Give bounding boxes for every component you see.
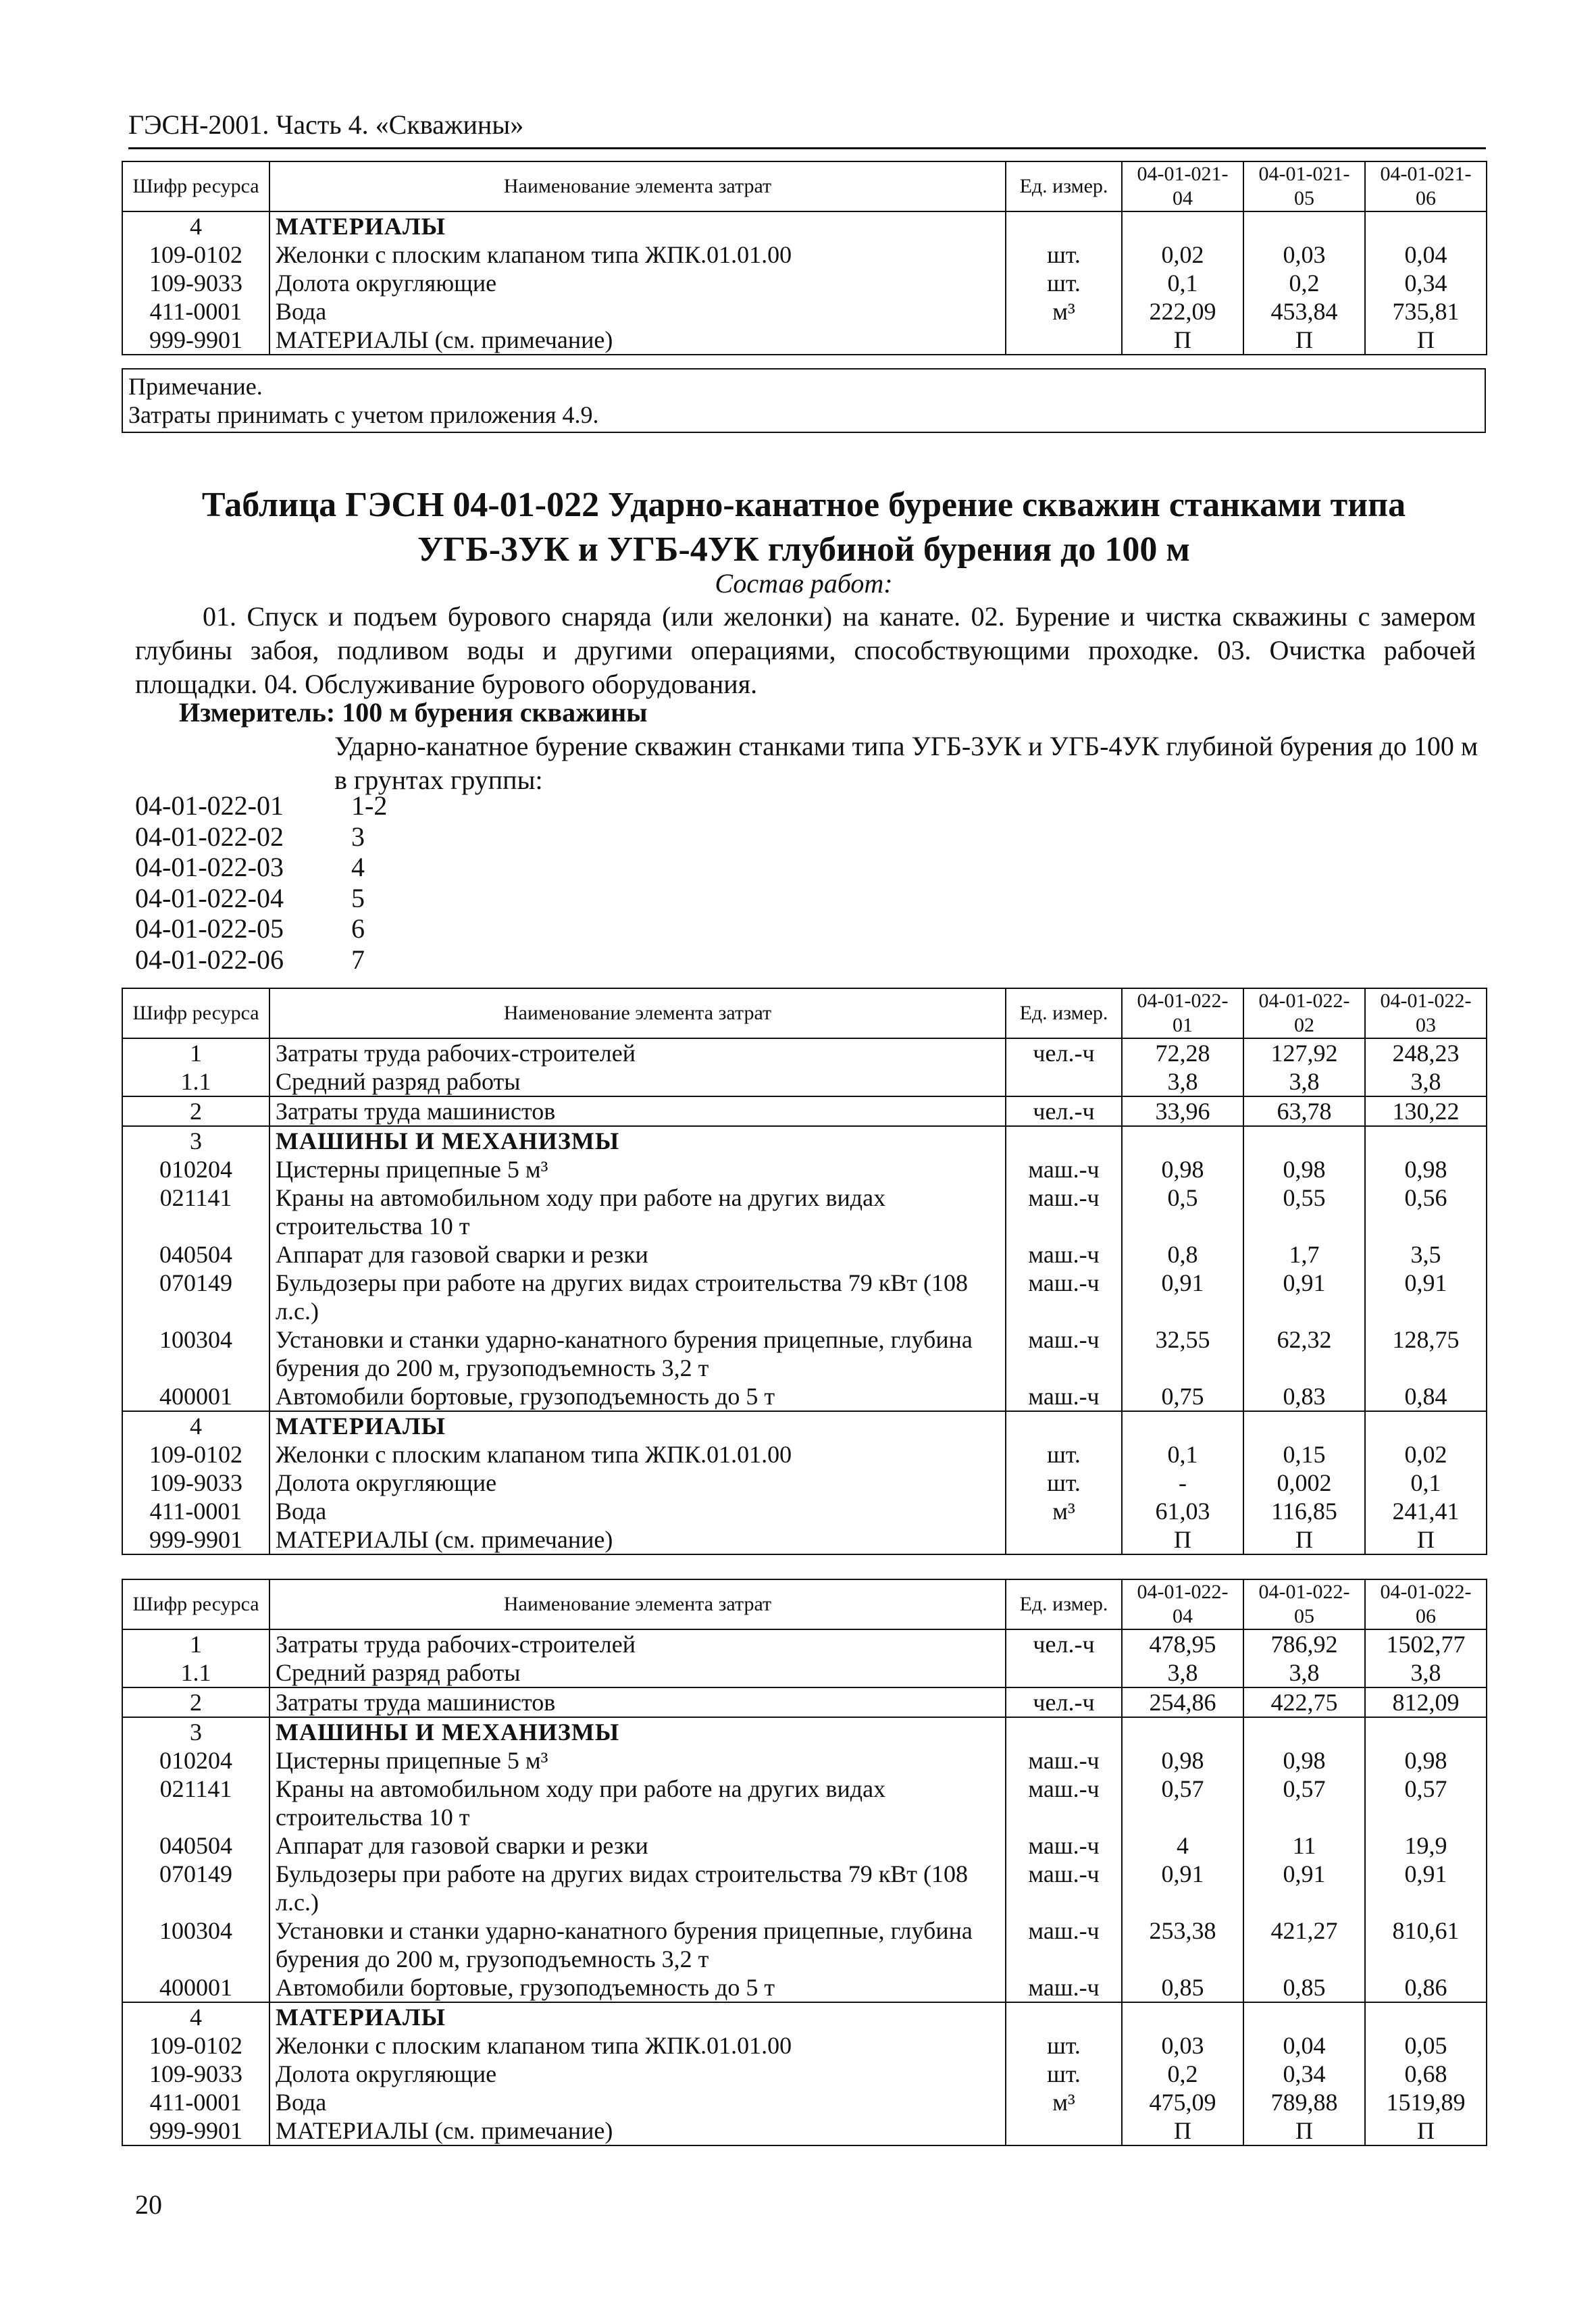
code-cell: 3 bbox=[122, 1717, 269, 1746]
table-title: Таблица ГЭСН 04-01-022 Ударно-канатное бурение скважин станками типа УГБ-3УК и УГБ-4УК глубиной бурения до 100 м bbox=[201, 486, 1406, 569]
name-cell: Затраты труда рабочих-строителей bbox=[269, 1629, 1006, 1658]
ground-group: 7 bbox=[351, 944, 365, 975]
unit-cell: маш.-ч bbox=[1006, 1860, 1122, 1916]
value-cell-3: 0,91 bbox=[1365, 1269, 1487, 1325]
code-cell: 100304 bbox=[122, 1325, 269, 1382]
value-cell-1: 0,5 bbox=[1122, 1184, 1243, 1240]
value-cell-1 bbox=[1122, 1717, 1243, 1746]
value-cell-1: 0,91 bbox=[1122, 1269, 1243, 1325]
value-cell-1: 3,8 bbox=[1122, 1067, 1243, 1096]
code-cell: 400001 bbox=[122, 1973, 269, 2002]
value-cell-2: 0,91 bbox=[1243, 1860, 1365, 1916]
name-cell: МАТЕРИАЛЫ bbox=[269, 211, 1006, 240]
value-cell-2: 62,32 bbox=[1243, 1325, 1365, 1382]
value-cell-3: 735,81 bbox=[1365, 297, 1487, 326]
value-cell-1 bbox=[1122, 1126, 1243, 1155]
value-cell-2 bbox=[1243, 1411, 1365, 1440]
value-cell-2: 421,27 bbox=[1243, 1916, 1365, 1973]
value-cell-3: 241,41 bbox=[1365, 1497, 1487, 1525]
value-cell-3: 0,56 bbox=[1365, 1184, 1487, 1240]
value-cell-3: 248,23 bbox=[1365, 1038, 1487, 1067]
name-cell: Желонки с плоским клапаном типа ЖПК.01.01.00 bbox=[269, 2031, 1006, 2060]
name-cell: Установки и станки ударно-канатного бурения прицепные, глубина бурения до 200 м, грузоподъемность 3,2 т bbox=[269, 1916, 1006, 1973]
code-cell: 010204 bbox=[122, 1746, 269, 1775]
code-cell: 109-9033 bbox=[122, 1469, 269, 1497]
table-row bbox=[122, 326, 1487, 355]
header-col1: 04-01-022-04 bbox=[1122, 1579, 1243, 1629]
value-cell-2: 127,92 bbox=[1243, 1038, 1365, 1067]
value-cell-1: 0,02 bbox=[1122, 240, 1243, 269]
header-col2: 04-01-022-05 bbox=[1243, 1579, 1365, 1629]
table-row bbox=[122, 1038, 1487, 1067]
note-cell bbox=[122, 369, 1485, 432]
value-cell-1 bbox=[1122, 1411, 1243, 1440]
unit-cell bbox=[1006, 1067, 1122, 1096]
value-cell-3: П bbox=[1365, 1525, 1487, 1554]
ground-group: 3 bbox=[351, 821, 365, 852]
name-cell: Затраты труда рабочих-строителей bbox=[269, 1038, 1006, 1067]
table-header-row bbox=[122, 988, 1487, 1038]
table-row bbox=[122, 1240, 1487, 1269]
name-cell: МАТЕРИАЛЫ bbox=[269, 1411, 1006, 1440]
cost-table-022-b bbox=[122, 1579, 1487, 2146]
value-cell-2: 0,55 bbox=[1243, 1184, 1365, 1240]
name-cell: Автомобили бортовые, грузоподъемность до 5 т bbox=[269, 1973, 1006, 2002]
value-cell-2: 0,98 bbox=[1243, 1155, 1365, 1184]
unit-cell: маш.-ч bbox=[1006, 1746, 1122, 1775]
table-row bbox=[122, 1440, 1487, 1469]
unit-cell: маш.-ч bbox=[1006, 1269, 1122, 1325]
unit-cell: шт. bbox=[1006, 1469, 1122, 1497]
value-cell-2: 0,85 bbox=[1243, 1973, 1365, 2002]
section-row bbox=[122, 1126, 1487, 1155]
unit-cell bbox=[1006, 1525, 1122, 1554]
name-cell: Вода bbox=[269, 297, 1006, 326]
name-cell: Автомобили бортовые, грузоподъемность до 5 т bbox=[269, 1382, 1006, 1411]
name-cell: Краны на автомобильном ходу при работе на других видах строительства 10 т bbox=[269, 1184, 1006, 1240]
value-cell-2: 0,57 bbox=[1243, 1775, 1365, 1831]
unit-cell bbox=[1006, 211, 1122, 240]
section-row bbox=[122, 2002, 1487, 2031]
header-unit: Ед. измер. bbox=[1006, 161, 1122, 211]
table-row bbox=[122, 1658, 1487, 1687]
name-cell: Аппарат для газовой сварки и резки bbox=[269, 1240, 1006, 1269]
code-list-item bbox=[135, 852, 387, 883]
name-cell: МАТЕРИАЛЫ (см. примечание) bbox=[269, 2116, 1006, 2145]
rate-code: 04-01-022-06 bbox=[135, 944, 284, 975]
value-cell-3: 19,9 bbox=[1365, 1831, 1487, 1860]
value-cell-3 bbox=[1365, 1126, 1487, 1155]
value-cell-2 bbox=[1243, 2002, 1365, 2031]
code-cell: 999-9901 bbox=[122, 2116, 269, 2145]
code-cell: 411-0001 bbox=[122, 297, 269, 326]
name-cell: Установки и станки ударно-канатного бурения прицепные, глубина бурения до 200 м, грузоподъемность 3,2 т bbox=[269, 1325, 1006, 1382]
code-cell: 2 bbox=[122, 1687, 269, 1717]
name-cell: Долота округляющие bbox=[269, 1469, 1006, 1497]
value-cell-1: 475,09 bbox=[1122, 2088, 1243, 2116]
ground-group: 5 bbox=[351, 882, 365, 913]
value-cell-2: П bbox=[1243, 1525, 1365, 1554]
rate-code: 04-01-022-05 bbox=[135, 913, 284, 944]
value-cell-1: 0,57 bbox=[1122, 1775, 1243, 1831]
value-cell-2: 789,88 bbox=[1243, 2088, 1365, 2116]
header-name: Наименование элемента затрат bbox=[269, 988, 1006, 1038]
ground-description: Ударно-канатное бурение скважин станками типа УГБ-3УК и УГБ-4УК глубиной бурения до 100 м в грунтах группы: bbox=[334, 731, 1478, 795]
code-cell: 109-0102 bbox=[122, 240, 269, 269]
unit-cell: чел.-ч bbox=[1006, 1629, 1122, 1658]
value-cell-1: 0,03 bbox=[1122, 2031, 1243, 2060]
unit-cell bbox=[1006, 1717, 1122, 1746]
unit-cell: маш.-ч bbox=[1006, 1916, 1122, 1973]
value-cell-2: 0,91 bbox=[1243, 1269, 1365, 1325]
ground-group: 4 bbox=[351, 852, 365, 882]
code-cell: 999-9901 bbox=[122, 326, 269, 355]
value-cell-3: 1502,77 bbox=[1365, 1629, 1487, 1658]
cost-table-022-a bbox=[122, 988, 1487, 1555]
table-row bbox=[122, 1629, 1487, 1658]
value-cell-3 bbox=[1365, 211, 1487, 240]
composition-text: 01. Спуск и подъем бурового снаряда (или желонки) на канате. 02. Бурение и чистка скважины с замером глубины забоя, подливом воды и другими операциями, способствующими проходке. 03. Очистка рабочей площадки. 04. Обслуживание бурового оборудования. bbox=[135, 601, 1476, 699]
value-cell-1: 478,95 bbox=[1122, 1629, 1243, 1658]
ground-group: 1-2 bbox=[351, 790, 388, 821]
value-cell-3: 0,98 bbox=[1365, 1746, 1487, 1775]
section-row bbox=[122, 211, 1487, 240]
table-row bbox=[122, 1860, 1487, 1916]
value-cell-1: 32,55 bbox=[1122, 1325, 1243, 1382]
table-row bbox=[122, 1469, 1487, 1497]
value-cell-3: 128,75 bbox=[1365, 1325, 1487, 1382]
name-cell: Краны на автомобильном ходу при работе на других видах строительства 10 т bbox=[269, 1775, 1006, 1831]
note-label: Примечание. bbox=[128, 373, 263, 400]
header-col2: 04-01-021-05 bbox=[1243, 161, 1365, 211]
code-cell: 021141 bbox=[122, 1184, 269, 1240]
value-cell-1: 0,2 bbox=[1122, 2060, 1243, 2088]
table-row bbox=[122, 1746, 1487, 1775]
value-cell-1: 0,98 bbox=[1122, 1155, 1243, 1184]
value-cell-1: 3,8 bbox=[1122, 1658, 1243, 1687]
name-cell: МАШИНЫ И МЕХАНИЗМЫ bbox=[269, 1717, 1006, 1746]
rate-code: 04-01-022-03 bbox=[135, 852, 284, 882]
table-row bbox=[122, 1382, 1487, 1411]
name-cell: Средний разряд работы bbox=[269, 1067, 1006, 1096]
value-cell-2: 3,8 bbox=[1243, 1658, 1365, 1687]
header-col3: 04-01-022-06 bbox=[1365, 1579, 1487, 1629]
header-unit: Ед. измер. bbox=[1006, 988, 1122, 1038]
unit-cell: м³ bbox=[1006, 297, 1122, 326]
composition-label: Состав работ: bbox=[715, 568, 893, 599]
page-number: 20 bbox=[135, 2189, 162, 2220]
unit-cell: шт. bbox=[1006, 269, 1122, 297]
value-cell-3: 0,91 bbox=[1365, 1860, 1487, 1916]
rate-code: 04-01-022-02 bbox=[135, 821, 284, 852]
section-row bbox=[122, 1411, 1487, 1440]
name-cell: Затраты труда машинистов bbox=[269, 1687, 1006, 1717]
table-row bbox=[122, 1831, 1487, 1860]
value-cell-3: 0,57 bbox=[1365, 1775, 1487, 1831]
value-cell-1: 4 bbox=[1122, 1831, 1243, 1860]
code-cell: 1.1 bbox=[122, 1658, 269, 1687]
name-cell: Вода bbox=[269, 2088, 1006, 2116]
code-list-item bbox=[135, 944, 387, 975]
unit-cell: маш.-ч bbox=[1006, 1973, 1122, 2002]
name-cell: Вода bbox=[269, 1497, 1006, 1525]
header-col3: 04-01-021-06 bbox=[1365, 161, 1487, 211]
value-cell-2: 786,92 bbox=[1243, 1629, 1365, 1658]
unit-cell: м³ bbox=[1006, 1497, 1122, 1525]
value-cell-3: 1519,89 bbox=[1365, 2088, 1487, 2116]
code-cell: 109-9033 bbox=[122, 269, 269, 297]
table-row bbox=[122, 1155, 1487, 1184]
value-cell-1: 0,8 bbox=[1122, 1240, 1243, 1269]
name-cell: Цистерны прицепные 5 м³ bbox=[269, 1746, 1006, 1775]
value-cell-1: 0,1 bbox=[1122, 269, 1243, 297]
value-cell-1: 0,75 bbox=[1122, 1382, 1243, 1411]
table-row bbox=[122, 1687, 1487, 1717]
value-cell-2: 3,8 bbox=[1243, 1067, 1365, 1096]
code-cell: 1.1 bbox=[122, 1067, 269, 1096]
value-cell-1: 0,98 bbox=[1122, 1746, 1243, 1775]
value-cell-1: 254,86 bbox=[1122, 1687, 1243, 1717]
table-row bbox=[122, 1525, 1487, 1554]
header-unit: Ед. измер. bbox=[1006, 1579, 1122, 1629]
unit-cell: шт. bbox=[1006, 1440, 1122, 1469]
unit-cell: маш.-ч bbox=[1006, 1831, 1122, 1860]
value-cell-2 bbox=[1243, 211, 1365, 240]
header-col2: 04-01-022-02 bbox=[1243, 988, 1365, 1038]
value-cell-3: 3,5 bbox=[1365, 1240, 1487, 1269]
rate-code: 04-01-022-04 bbox=[135, 882, 284, 913]
table-row bbox=[122, 1067, 1487, 1096]
table-row bbox=[122, 2031, 1487, 2060]
code-cell: 109-0102 bbox=[122, 2031, 269, 2060]
code-cell: 100304 bbox=[122, 1916, 269, 1973]
value-cell-1: П bbox=[1122, 1525, 1243, 1554]
name-cell: Цистерны прицепные 5 м³ bbox=[269, 1155, 1006, 1184]
value-cell-2 bbox=[1243, 1717, 1365, 1746]
code-cell: 070149 bbox=[122, 1269, 269, 1325]
table-row bbox=[122, 297, 1487, 326]
code-cell: 4 bbox=[122, 1411, 269, 1440]
table-row bbox=[122, 1775, 1487, 1831]
value-cell-1: П bbox=[1122, 326, 1243, 355]
value-cell-2: 116,85 bbox=[1243, 1497, 1365, 1525]
unit-cell: маш.-ч bbox=[1006, 1325, 1122, 1382]
unit-cell bbox=[1006, 1411, 1122, 1440]
table-row bbox=[122, 1973, 1487, 2002]
value-cell-1: 61,03 bbox=[1122, 1497, 1243, 1525]
value-cell-1: 0,85 bbox=[1122, 1973, 1243, 2002]
code-list-item bbox=[135, 821, 387, 853]
value-cell-1: 0,1 bbox=[1122, 1440, 1243, 1469]
name-cell: МАТЕРИАЛЫ bbox=[269, 2002, 1006, 2031]
value-cell-3: 0,84 bbox=[1365, 1382, 1487, 1411]
value-cell-3: 0,02 bbox=[1365, 1440, 1487, 1469]
table-row bbox=[122, 1325, 1487, 1382]
rate-code: 04-01-022-01 bbox=[135, 790, 284, 821]
code-cell: 411-0001 bbox=[122, 1497, 269, 1525]
name-cell: Аппарат для газовой сварки и резки bbox=[269, 1831, 1006, 1860]
header-name: Наименование элемента затрат bbox=[269, 1579, 1006, 1629]
table-row bbox=[122, 1916, 1487, 1973]
table-row bbox=[122, 269, 1487, 297]
unit-cell: чел.-ч bbox=[1006, 1096, 1122, 1126]
value-cell-3: 810,61 bbox=[1365, 1916, 1487, 1973]
code-list-item bbox=[135, 790, 387, 821]
value-cell-1: 33,96 bbox=[1122, 1096, 1243, 1126]
name-cell: МАШИНЫ И МЕХАНИЗМЫ bbox=[269, 1126, 1006, 1155]
table-row bbox=[122, 1096, 1487, 1126]
name-cell: Затраты труда машинистов bbox=[269, 1096, 1006, 1126]
header-col1: 04-01-021-04 bbox=[1122, 161, 1243, 211]
code-cell: 1 bbox=[122, 1038, 269, 1067]
code-cell: 040504 bbox=[122, 1240, 269, 1269]
value-cell-3: 3,8 bbox=[1365, 1658, 1487, 1687]
name-cell: Бульдозеры при работе на других видах строительства 79 кВт (108 л.с.) bbox=[269, 1269, 1006, 1325]
value-cell-3: 0,34 bbox=[1365, 269, 1487, 297]
value-cell-2: 0,04 bbox=[1243, 2031, 1365, 2060]
name-cell: МАТЕРИАЛЫ (см. примечание) bbox=[269, 326, 1006, 355]
value-cell-3: 0,05 bbox=[1365, 2031, 1487, 2060]
value-cell-2: 11 bbox=[1243, 1831, 1365, 1860]
meter-label: Измеритель: 100 м бурения скважины bbox=[179, 697, 648, 728]
code-cell: 070149 bbox=[122, 1860, 269, 1916]
value-cell-2: 0,002 bbox=[1243, 1469, 1365, 1497]
value-cell-2: 0,83 bbox=[1243, 1382, 1365, 1411]
value-cell-1: 0,91 bbox=[1122, 1860, 1243, 1916]
section-row bbox=[122, 1717, 1487, 1746]
table-row bbox=[122, 2116, 1487, 2145]
name-cell: Долота округляющие bbox=[269, 269, 1006, 297]
code-cell: 040504 bbox=[122, 1831, 269, 1860]
unit-cell: маш.-ч bbox=[1006, 1240, 1122, 1269]
name-cell: Желонки с плоским клапаном типа ЖПК.01.01.00 bbox=[269, 1440, 1006, 1469]
unit-cell: шт. bbox=[1006, 2031, 1122, 2060]
value-cell-2: 422,75 bbox=[1243, 1687, 1365, 1717]
unit-cell: чел.-ч bbox=[1006, 1687, 1122, 1717]
code-list-item bbox=[135, 883, 387, 914]
table-row bbox=[122, 240, 1487, 269]
code-cell: 1 bbox=[122, 1629, 269, 1658]
value-cell-2: 0,03 bbox=[1243, 240, 1365, 269]
code-cell: 400001 bbox=[122, 1382, 269, 1411]
value-cell-3: 0,1 bbox=[1365, 1469, 1487, 1497]
value-cell-3: 0,86 bbox=[1365, 1973, 1487, 2002]
value-cell-3: 130,22 bbox=[1365, 1096, 1487, 1126]
codes-list bbox=[135, 790, 387, 975]
value-cell-1: 72,28 bbox=[1122, 1038, 1243, 1067]
page-header: ГЭСН-2001. Часть 4. «Скважины» bbox=[128, 108, 1486, 149]
code-list-item bbox=[135, 913, 387, 944]
code-cell: 4 bbox=[122, 211, 269, 240]
table-row bbox=[122, 2060, 1487, 2088]
header-col3: 04-01-022-03 bbox=[1365, 988, 1487, 1038]
code-cell: 3 bbox=[122, 1126, 269, 1155]
table-row bbox=[122, 1184, 1487, 1240]
note-table bbox=[122, 368, 1486, 433]
value-cell-3 bbox=[1365, 1411, 1487, 1440]
header-code: Шифр ресурса bbox=[122, 988, 269, 1038]
unit-cell: маш.-ч bbox=[1006, 1775, 1122, 1831]
name-cell: Бульдозеры при работе на других видах строительства 79 кВт (108 л.с.) bbox=[269, 1860, 1006, 1916]
code-cell: 109-9033 bbox=[122, 2060, 269, 2088]
code-cell: 4 bbox=[122, 2002, 269, 2031]
header-col1: 04-01-022-01 bbox=[1122, 988, 1243, 1038]
code-cell: 2 bbox=[122, 1096, 269, 1126]
unit-cell: маш.-ч bbox=[1006, 1382, 1122, 1411]
unit-cell: шт. bbox=[1006, 240, 1122, 269]
value-cell-1: - bbox=[1122, 1469, 1243, 1497]
cost-table-021 bbox=[122, 161, 1487, 355]
code-cell: 010204 bbox=[122, 1155, 269, 1184]
unit-cell bbox=[1006, 2116, 1122, 2145]
unit-cell bbox=[1006, 1126, 1122, 1155]
value-cell-2: 0,15 bbox=[1243, 1440, 1365, 1469]
unit-cell bbox=[1006, 2002, 1122, 2031]
table-row bbox=[122, 1497, 1487, 1525]
header-name: Наименование элемента затрат bbox=[269, 161, 1006, 211]
name-cell: Долота округляющие bbox=[269, 2060, 1006, 2088]
value-cell-3: 0,98 bbox=[1365, 1155, 1487, 1184]
code-cell: 021141 bbox=[122, 1775, 269, 1831]
value-cell-1 bbox=[1122, 211, 1243, 240]
name-cell: МАТЕРИАЛЫ (см. примечание) bbox=[269, 1525, 1006, 1554]
value-cell-2: 0,34 bbox=[1243, 2060, 1365, 2088]
name-cell: Желонки с плоским клапаном типа ЖПК.01.01.00 bbox=[269, 240, 1006, 269]
value-cell-1 bbox=[1122, 2002, 1243, 2031]
value-cell-3 bbox=[1365, 2002, 1487, 2031]
value-cell-2: 1,7 bbox=[1243, 1240, 1365, 1269]
name-cell: Средний разряд работы bbox=[269, 1658, 1006, 1687]
unit-cell bbox=[1006, 326, 1122, 355]
value-cell-1: 253,38 bbox=[1122, 1916, 1243, 1973]
value-cell-3: 0,68 bbox=[1365, 2060, 1487, 2088]
header-code: Шифр ресурса bbox=[122, 1579, 269, 1629]
table-row bbox=[122, 1269, 1487, 1325]
value-cell-2: П bbox=[1243, 326, 1365, 355]
unit-cell: чел.-ч bbox=[1006, 1038, 1122, 1067]
value-cell-2: 453,84 bbox=[1243, 297, 1365, 326]
value-cell-3: П bbox=[1365, 326, 1487, 355]
unit-cell: маш.-ч bbox=[1006, 1184, 1122, 1240]
ground-group: 6 bbox=[351, 913, 365, 944]
value-cell-3: 812,09 bbox=[1365, 1687, 1487, 1717]
value-cell-2: П bbox=[1243, 2116, 1365, 2145]
value-cell-3: 3,8 bbox=[1365, 1067, 1487, 1096]
value-cell-3: 0,04 bbox=[1365, 240, 1487, 269]
value-cell-1: 222,09 bbox=[1122, 297, 1243, 326]
value-cell-2: 0,98 bbox=[1243, 1746, 1365, 1775]
code-cell: 411-0001 bbox=[122, 2088, 269, 2116]
table-header-row bbox=[122, 161, 1487, 211]
value-cell-2: 63,78 bbox=[1243, 1096, 1365, 1126]
value-cell-2: 0,2 bbox=[1243, 269, 1365, 297]
value-cell-3: П bbox=[1365, 2116, 1487, 2145]
value-cell-1: П bbox=[1122, 2116, 1243, 2145]
unit-cell: шт. bbox=[1006, 2060, 1122, 2088]
table-header-row bbox=[122, 1579, 1487, 1629]
code-cell: 999-9901 bbox=[122, 1525, 269, 1554]
value-cell-2 bbox=[1243, 1126, 1365, 1155]
header-code: Шифр ресурса bbox=[122, 161, 269, 211]
unit-cell bbox=[1006, 1658, 1122, 1687]
code-cell: 109-0102 bbox=[122, 1440, 269, 1469]
value-cell-3 bbox=[1365, 1717, 1487, 1746]
unit-cell: м³ bbox=[1006, 2088, 1122, 2116]
table-row bbox=[122, 2088, 1487, 2116]
unit-cell: маш.-ч bbox=[1006, 1155, 1122, 1184]
note-text: Затраты принимать с учетом приложения 4.9. bbox=[128, 401, 599, 428]
